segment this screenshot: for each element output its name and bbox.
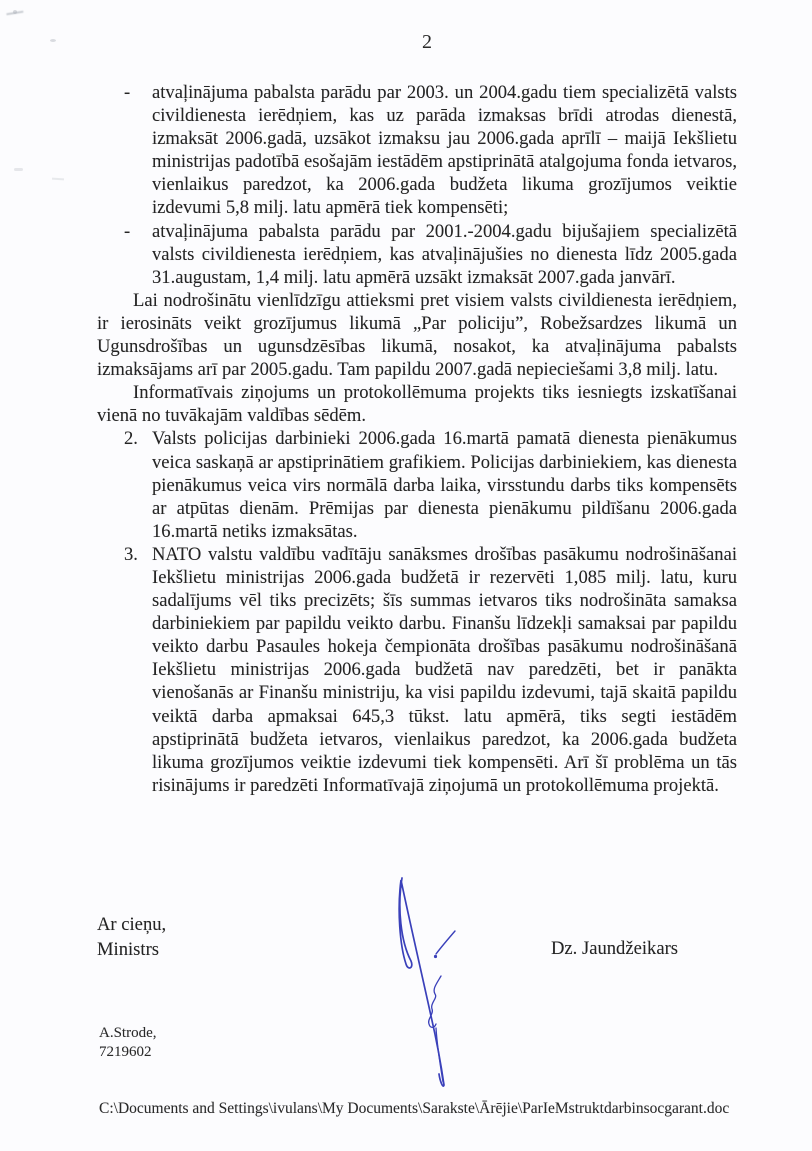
document-body — [97, 81, 737, 797]
closing-title: Ministrs — [97, 939, 159, 960]
paragraph: Lai nodrošinātu vienlīdzīgu attieksmi pret visiem valsts civildienesta ierēdņiem, ir ierosināts veikt grozījumus likumā „Par policiju”, Robežsardzes likumā un Ugunsdrošības un ugunsdzēsības likumā, nosakot, ka atvaļinājuma pabalsts izmaksājams arī par 2005.gadu. Tam papildu 2007.gadā nepieciešami 3,8 milj. latu. — [97, 289, 737, 381]
item-text: Valsts policijas darbinieki 2006.gada 16.martā pamatā dienesta pienākumus veica saskaņā ar apstiprinātiem grafikiem. Policijas darbiniekiem, kas dienesta pienākumus veica virs normālā darba laika, virsstundu darbs tiks kompensēts ar atpūtas dienām. Prēmijas par dienesta pienākumu pildīšanu 2006.gada 16.martā netiks izmaksātas. — [152, 428, 737, 542]
contact-phone: 7219602 — [99, 1044, 152, 1060]
numbered-item — [97, 543, 737, 797]
page-number: 2 — [422, 31, 432, 53]
paragraph: Informatīvais ziņojums un protokollēmuma projekts tiks iesniegts izskatīšanai vienā no tuvākajām valdības sēdēm. — [97, 382, 737, 427]
closing-block — [97, 912, 166, 962]
scan-artifact — [6, 6, 24, 16]
numbered-item — [97, 427, 737, 542]
contact-name: A.Strode, — [99, 1025, 157, 1041]
signer-name: Dz. Jaundžeikars — [551, 938, 679, 959]
bullet-text: atvaļinājuma pabalsta parādu par 2003. un 2004.gadu tiem specializētā valsts civildienesta ierēdņiem, kas uz parāda izmaksas brīdi atrodas dienestā, izmaksāt 2006.gadā, uzsākot izmaksu jau 2006.gada aprīlī – maijā Iekšlietu ministrijas padotībā esošajām iestādēm apstiprinātā atalgojuma fonda ietvaros, vienlaikus paredzot, ka 2006.gada budžeta likuma grozījumos veiktie izdevumi 5,8 milj. latu apmērā tiek kompensēti; — [152, 82, 737, 219]
bullet-item — [97, 81, 737, 220]
bullet-text: atvaļinājuma pabalsta parādu par 2001.-2004.gadu bijušajiem specializētā valsts civildienesta ierēdņiem, kas atvaļinājušies no dienesta līdz 2005.gada 31.augustam, 1,4 milj. latu apmērā uzsākt izmaksāt 2007.gada janvārī. — [152, 220, 737, 288]
handwritten-signature-icon — [378, 866, 473, 1101]
scan-artifact — [13, 10, 17, 14]
contact-block — [99, 1024, 157, 1062]
item-number: 3. — [124, 543, 138, 565]
item-text: NATO valstu valdību vadītāju sanāksmes drošības pasākumu nodrošināšanai Iekšlietu ministrijas 2006.gada budžetā ir rezervēti 1,085 milj. latu, kuru sadalījums vēl tiks precizēts; šīs summas ietvaros tiks nodrošināta samaksa darbiniekiem par papildu veikto darbu. Finanšu līdzekļi samaksai par papildu veikto darbu Pasaules hokeja čempionāta drošības pasākumu nodrošināšanā Iekšlietu ministrijas 2006.gada budžetā nav paredzēti, bet ir panākta vienošanās ar Finanšu ministriju, ka visi papildu izdevumi, tajā skaitā papildu veiktā darba apmaksai 645,3 tūkst. latu apmērā, tiks segti iestādēm apstiprinātā budžeta ietvaros, vienlaikus paredzot, ka 2006.gada budžeta likuma grozījumos veiktie izdevumi tiek kompensēti. Arī šī problēma un tās risinājums ir paredzēti Informatīvajā ziņojumā un protokollēmuma projektā. — [152, 543, 737, 796]
item-number: 2. — [124, 428, 138, 450]
closing-salutation: Ar cieņu, — [97, 914, 167, 935]
scan-artifact — [52, 178, 64, 181]
bullet-item — [97, 220, 737, 289]
scan-artifact — [14, 168, 23, 171]
bullet-dash: - — [124, 82, 131, 103]
bullet-dash: - — [124, 220, 131, 242]
document-file-path: C:\Documents and Settings\ivulans\My Documents\Sarakste\Ārējie\ParIeMstruktdarbinsocgarant.doc — [99, 1100, 730, 1117]
